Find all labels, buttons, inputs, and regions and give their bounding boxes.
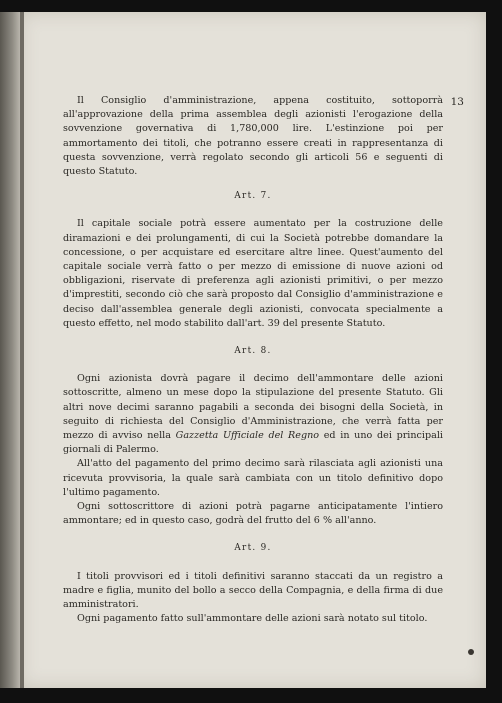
gazette-title: Gazzetta Ufficiale del Regno	[175, 430, 320, 442]
article-8-paragraph-1	[63, 372, 443, 457]
previous-page-edge	[0, 12, 20, 688]
ink-spot	[468, 649, 474, 655]
intro-paragraph: Il Consiglio d'amministrazione, appena costituito, sottoporrà all'approvazione della prima assemblea degli azionisti l'erogazione della sovvenzione governativa di 1,780,000 lire. L'estinzione poi per ammortamento dei titoli, che potranno essere creati in rappresentanza di questa sovvenzione, verrà regolato secondo gli articoli 56 e seguenti di questo Statuto.	[63, 95, 443, 178]
binding-gutter	[20, 12, 24, 688]
article-9-paragraph-1: I titoli provvisori ed i titoli definitivi saranno staccati da un registro a madre e figlia, munito del bollo a secco della Compagnia, e della firma di due amministratori.	[63, 570, 443, 611]
page-text	[63, 94, 443, 627]
article-9-paragraph-2: Ogni pagamento fatto sull'ammontare delle azioni sarà notato sul titolo.	[77, 613, 428, 625]
page-number: 13	[450, 96, 464, 108]
article-8-paragraph-2: All'atto del pagamento del primo decimo sarà rilasciata agli azionisti una ricevuta provvisoria, la quale sarà cambiata con un titolo definitivo dopo l'ultimo pagamento.	[63, 458, 443, 498]
article-9-heading: Art. 9.	[234, 543, 272, 554]
article-8-heading: Art. 8.	[234, 346, 272, 357]
article-7-heading: Art. 7.	[234, 191, 272, 202]
article-7-paragraph: Il capitale sociale potrà essere aumentato per la costruzione delle diramazioni e dei prolungamenti, di cui la Società potrebbe domandare la concessione, o per acquistare ed esercitare altre linee. Quest'aumento del capitale sociale verrà fatto o per mezzo di emissione di nuove azioni od obbligazioni, riservate di preferenza agli azionisti primitivi, o per mezzo d'imprestiti, secondo ciò che sarà proposto dal Consiglio d'amministrazione e deciso dall'assemblea generale degli azionisti, convocata specialmente a questo effetto, nel modo stabilito dall'art. 39 del presente Statuto.	[63, 218, 443, 329]
article-8-paragraph-1-end: ed in uno dei principali giornali di Palermo.	[63, 430, 443, 456]
article-8-paragraph-1-text: Ogni azionista dovrà pagare il decimo dell'ammontare delle azioni sottoscritte, almeno un mese dopo la stipulazione del presente Statuto. Gli altri nove decimi saranno pagabili a seconda dei bisogni della Società, in seguito di richiesta del Consiglio d'Amministrazione, che verrà fatta per mezzo di avviso nella	[63, 373, 443, 442]
article-8-paragraph-3: Ogni sottoscrittore di azioni potrà pagarne anticipatamente l'intiero ammontare; ed in questo caso, godrà del frutto del 6 % all'anno.	[63, 501, 443, 527]
